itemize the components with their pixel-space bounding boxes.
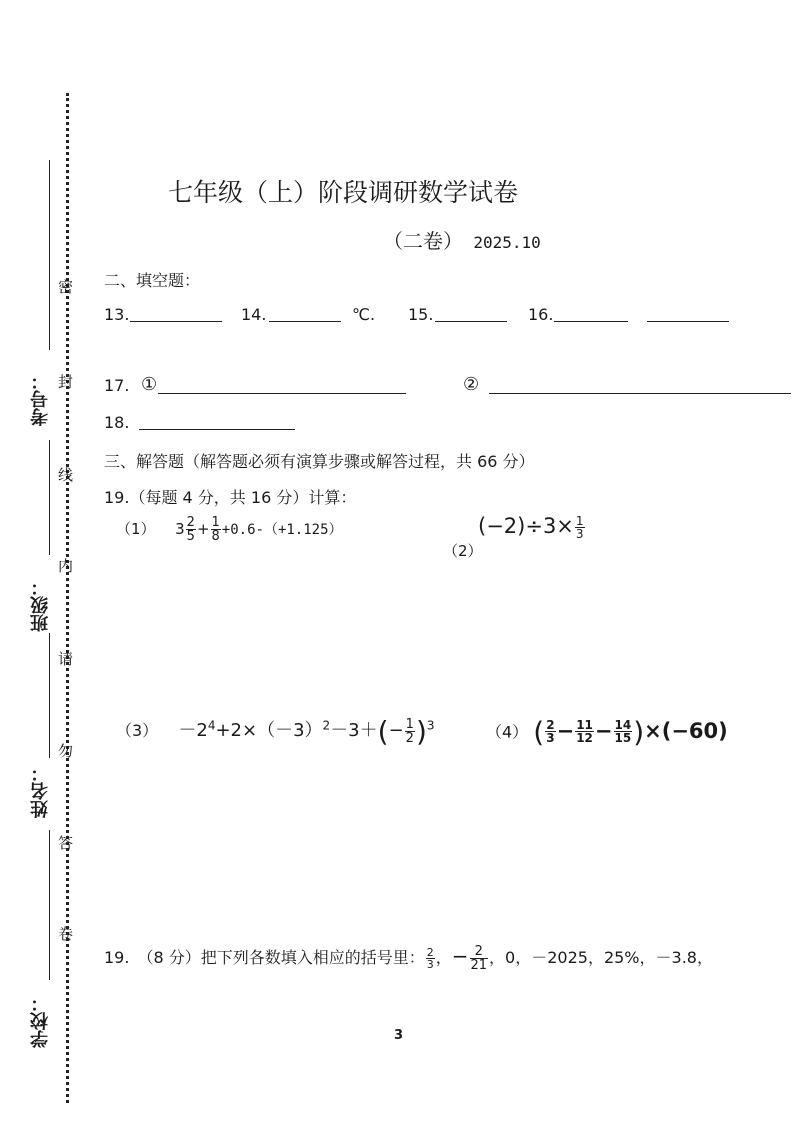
q14-answer-blank[interactable] (269, 321, 341, 322)
fraction: $\frac{1}{8}$ (211, 515, 220, 544)
q17-answer-blank-1[interactable] (158, 393, 406, 394)
seal-char: 答 (58, 834, 74, 852)
name-label: 姓名： (30, 764, 51, 818)
q17-answer-blank-2[interactable] (489, 393, 791, 394)
fraction: $\frac{2}{3}$ (546, 718, 555, 745)
seal-char: 勿 (58, 742, 74, 760)
q13-label: 13. (104, 305, 130, 324)
fraction: $\frac{2}{5}$ (186, 515, 195, 544)
seal-char: 密 (58, 278, 74, 296)
exam-no-label: 考号： (30, 372, 51, 426)
q18-label: 18. (104, 413, 130, 432)
problem-1: （1） 3 $\frac{2}{5}$ + $\frac{1}{8}$ +0.6-（+1.125） (116, 515, 343, 544)
q17-circle-2: ② (463, 374, 480, 395)
problem-3-label: （3） (116, 721, 159, 740)
problem-3: $(3) -2^4+2\times(-3)^2-3+(-$ $\frac{1}{2}$ )$^3$ (116, 715, 435, 748)
section2-heading: 二、填空题： (104, 271, 201, 290)
q15-label: 15. (408, 305, 434, 324)
page-number: 3 (394, 1028, 404, 1043)
problem-2-expression: (−2)÷3× $\frac{1}{3}$ (478, 513, 584, 541)
seal-char: 卷 (58, 925, 74, 943)
fraction: $\frac{2}{21}$ (470, 944, 488, 973)
exam-date: 2025.10 (473, 233, 541, 252)
fraction: $\frac{1}{2}$ (405, 717, 414, 746)
q15-answer-blank[interactable] (435, 321, 507, 322)
q14-unit: ℃. (352, 305, 376, 324)
q14-label: 14. (241, 305, 267, 324)
seal-char: 请 (58, 650, 74, 668)
seal-char: 内 (58, 557, 74, 575)
class-label: 班级： (30, 578, 51, 632)
q19-heading: 19.（每题 4 分，共 16 分）计算： (104, 488, 357, 507)
q17-circle-1: ① (141, 374, 158, 395)
fraction: $\frac{11}{12}$ (576, 718, 593, 745)
exam-title: 七年级（上）阶段调研数学试卷 (168, 178, 519, 207)
section3-heading: 三、解答题（解答题必须有演算步骤或解答过程，共 66 分） (104, 452, 535, 471)
exam-no-line (49, 160, 50, 350)
fraction: $\frac{14}{15}$ (614, 718, 632, 745)
q16-label: 16. (528, 305, 554, 324)
problem-4: （4） ( $\frac{2}{3}$ − $\frac{11}{12}$ − $\frac{14}{15}$ )×(−60) (486, 715, 728, 748)
problem-1-label: （1） (116, 520, 156, 538)
school-label: 学校： (30, 994, 51, 1048)
q19b-question: 19. （8 分）把下列各数填入相应的括号里： $\frac{2}{3}$ ，− $\frac{2}{21}$ ，0，－2025，25%，－3.8， (104, 944, 713, 973)
seal-char: 线 (58, 466, 74, 484)
problem-1-rest: +0.6-（+1.125） (221, 522, 343, 538)
q18-answer-blank[interactable] (139, 429, 295, 430)
problem-2-label: （2） (443, 542, 483, 560)
problem-4-label: （4） (486, 722, 529, 742)
q16-answer-blank-2[interactable] (647, 321, 729, 322)
q17-label: 17. (104, 376, 130, 395)
seal-char: 封 (58, 373, 74, 391)
class-line (49, 440, 50, 555)
seal-dotted-line (66, 93, 69, 1103)
volume-label: （二卷） (383, 229, 463, 253)
school-line (49, 830, 50, 980)
fraction: $\frac{2}{3}$ (426, 946, 434, 971)
q13-answer-blank[interactable] (130, 321, 222, 322)
exam-subtitle (383, 225, 541, 254)
name-line (49, 633, 50, 758)
q16-answer-blank-1[interactable] (554, 321, 628, 322)
mixed-number-whole: 3 (175, 520, 185, 538)
fraction: $\frac{1}{3}$ (575, 513, 584, 541)
